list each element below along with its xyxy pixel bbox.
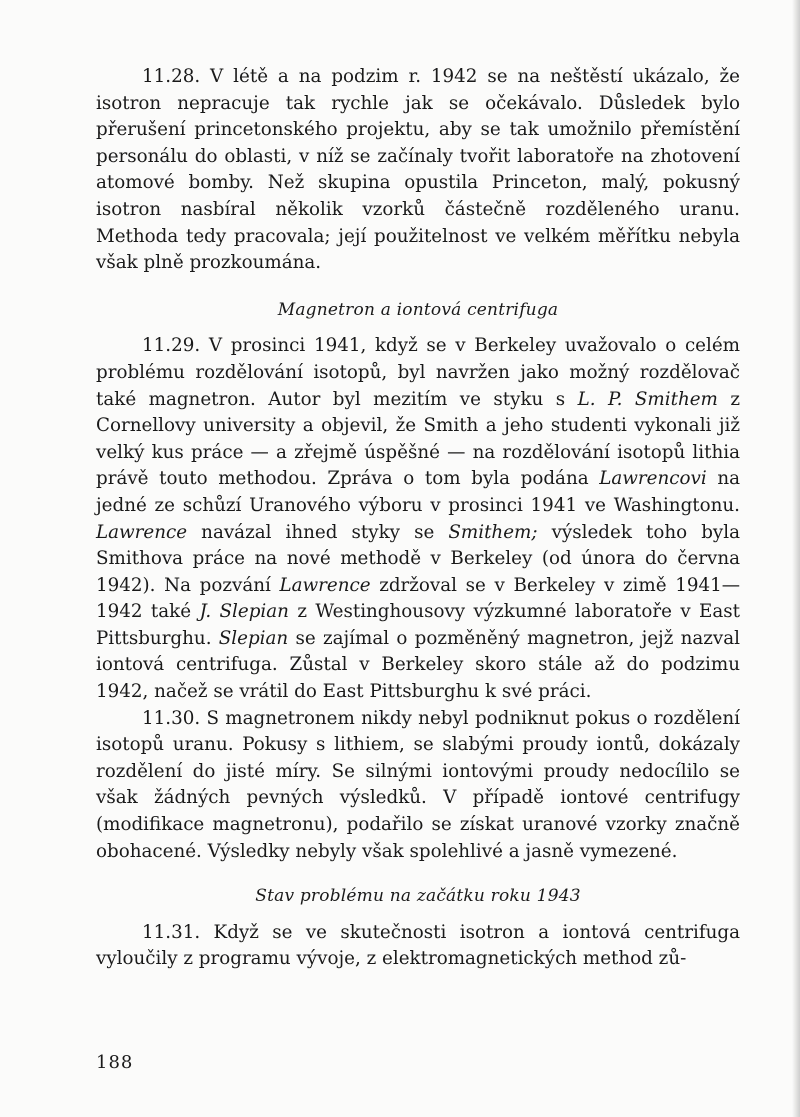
page-number: 188 [96, 1052, 134, 1073]
paragraph-11-31: 11.31. Když se ve skutečnosti isotron a iontová centrifuga vyloučily z programu vývoje, z elektromagnetických method zů- [96, 921, 740, 970]
page-body [96, 64, 740, 973]
paragraph-11-30: 11.30. S magnetronem nikdy nebyl podniknut pokus o rozdělení isotopů uranu. Pokusy s lithiem, se slabými proudy iontů, dokázaly rozdělení do jisté míry. Se silnými iontovými proudy nedocílilo se však žádných pevných výsledků. V případě iontové centrifugy (modifikace magnetronu), podařilo se získat uranové vzorky značně obohacené. Výsledky nebyly však spolehlivé a jasně vymezené. [96, 707, 740, 862]
paragraph-11-29: 11.29. V prosinci 1941, když se v Berkeley uvažovalo o celém problému rozdělování isotopů, byl navržen jako možný rozdělovač také magnetron. Autor byl mezitím ve styku s L. P. Smithem z Cornellovy university a objevil, že Smith a jeho studenti vykonali již velký kus práce — a zřejmě úspěšné — na rozdělování isotopů lithia právě touto methodou. Zpráva o tom byla podána Lawrencovi na jedné ze schůzí Uranového výboru v prosinci 1941 ve Washingtonu. Lawrence navázal ihned styky se Smithem; výsledek toho byla Smithova práce na nové methodě v Berkeley (od února do června 1942). Na pozvání Lawrence zdržoval se v Berkeley v zimě 1941—1942 také J. Slepian z Westinghousovy výzkumné laboratoře v East Pittsburghu. Slepian se zajímal o pozměněný magnetron, jejž nazval iontová centrifuga. Zůstal v Berkeley skoro stále až do podzimu 1942, načež se vrátil do East Pittsburghu k své práci. [96, 335, 741, 703]
section-heading-stav-problemu: Stav problému na začátku roku 1943 [255, 886, 581, 907]
page-edge-shadow [792, 0, 800, 1117]
paragraph-11-28: 11.28. V létě a na podzim r. 1942 se na neštěstí ukázalo, že isotron nepracuje tak rychle jak se očekávalo. Důsledek bylo přerušení princetonského projektu, aby se tak umožnilo přemístění personálu do oblasti, v níž se začínaly tvořit laboratoře na zhotovení atomové bomby. Než skupina opustila Princeton, malý, pokusný isotron nasbíral několik vzorků částečně rozděleného uranu. Methoda tedy pracovala; její použitelnost ve velkém měřítku nebyla však plně prozkoumána. [96, 66, 740, 274]
section-heading-magnetron: Magnetron a iontová centrifuga [277, 299, 559, 320]
